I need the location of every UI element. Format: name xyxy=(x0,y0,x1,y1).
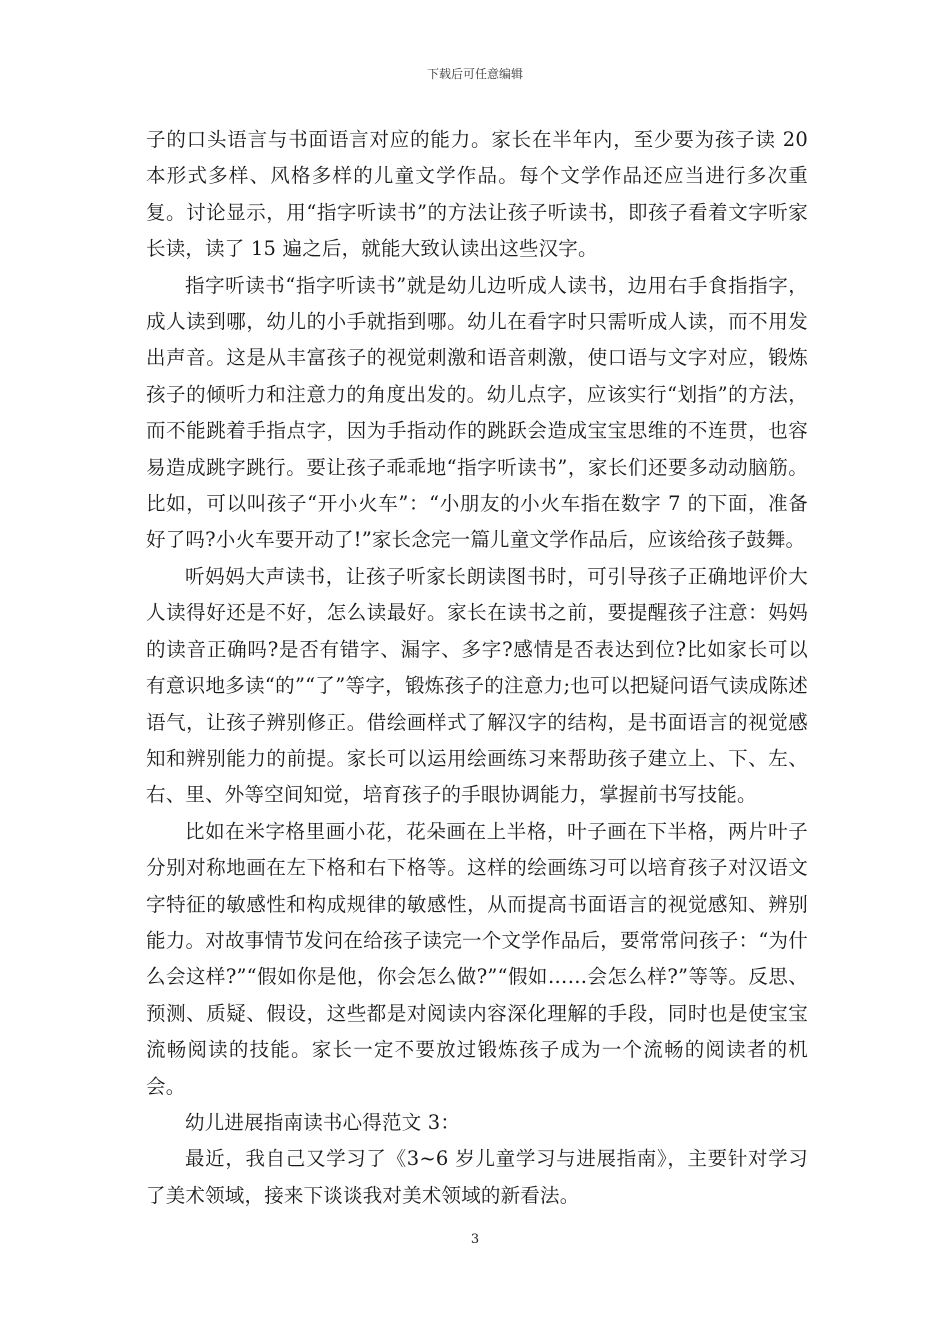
paragraph-continuation: 子的口头语言与书面语言对应的能力。家长在半年内，至少要为孩子读 20 本形式多样、风格多样的儿童文学作品。每个文学作品还应当进行多次重复。讨论显示，用“指字听读书”的方法让孩子听读书，即孩子看着文字听家长读，读了 15 遍之后，就能大致认读出这些汉字。 xyxy=(146,128,808,261)
page-header: 下载后可任意编辑 xyxy=(426,67,523,81)
paragraph-mom-reading: 听妈妈大声读书，让孩子听家长朗读图书时，可引导孩子正确地评价大人读得好还是不好，怎么读最好。家长在读书之前，要提醒孩子注意：妈妈的读音正确吗?是否有错字、漏字、多字?感情是否表达到位?比如家长可以有意识地多读“的”“了”等字，锻炼孩子的注意力;也可以把疑问语气读成陈述语气，让孩子辨别修正。借绘画样式了解汉字的结构，是书面语言的视觉感知和辨别能力的前提。家长可以运用绘画练习来帮助孩子建立上、下、左、右、里、外等空间知觉，培育孩子的手眼协调能力，掌握前书写技能。 xyxy=(146,564,808,807)
document-body xyxy=(146,122,808,1214)
section-heading: 幼儿进展指南读书心得范文 3： xyxy=(185,1110,461,1134)
page-number: 3 xyxy=(470,1232,480,1247)
paragraph-grid-drawing: 比如在米字格里画小花，花朵画在上半格，叶子画在下半格，两片叶子分别对称地画在左下格和右下格等。这样的绘画练习可以培育孩子对汉语文字特征的敏感性和构成规律的敏感性，从而提高书面语言的视觉感知、辨别能力。对故事情节发问在给孩子读完一个文学作品后，要常常问孩子：“为什么会这样?”“假如你是他，你会怎么做?”“假如……会怎么样?”等等。反思、预测、质疑、假设，这些都是对阅读内容深化理解的手段，同时也是使宝宝流畅阅读的技能。家长一定不要放过锻炼孩子成为一个流畅的阅读者的机会。 xyxy=(146,819,808,1098)
paragraph-finger-reading: 指字听读书“指字听读书”就是幼儿边听成人读书，边用右手食指指字，成人读到哪，幼儿的小手就指到哪。幼儿在看字时只需听成人读，而不用发出声音。这是从丰富孩子的视觉刺激和语音刺激，使口语与文字对应，锻炼孩子的倾听力和注意力的角度出发的。幼儿点字，应该实行“划指”的方法，而不能跳着手指点字，因为手指动作的跳跃会造成宝宝思维的不连贯，也容易造成跳字跳行。要让孩子乖乖地“指字听读书”，家长们还要多动动脑筋。比如，可以叫孩子“开小火车”：“小朋友的小火车指在数字 7 的下面，准备好了吗?小火车要开动了!”家长念完一篇儿童文学作品后，应该给孩子鼓舞。 xyxy=(146,273,808,552)
paragraph-art-field: 最近，我自己又学习了《3~6 岁儿童学习与进展指南》，主要针对学习了美术领域，接来下谈谈我对美术领域的新看法。 xyxy=(146,1147,808,1207)
